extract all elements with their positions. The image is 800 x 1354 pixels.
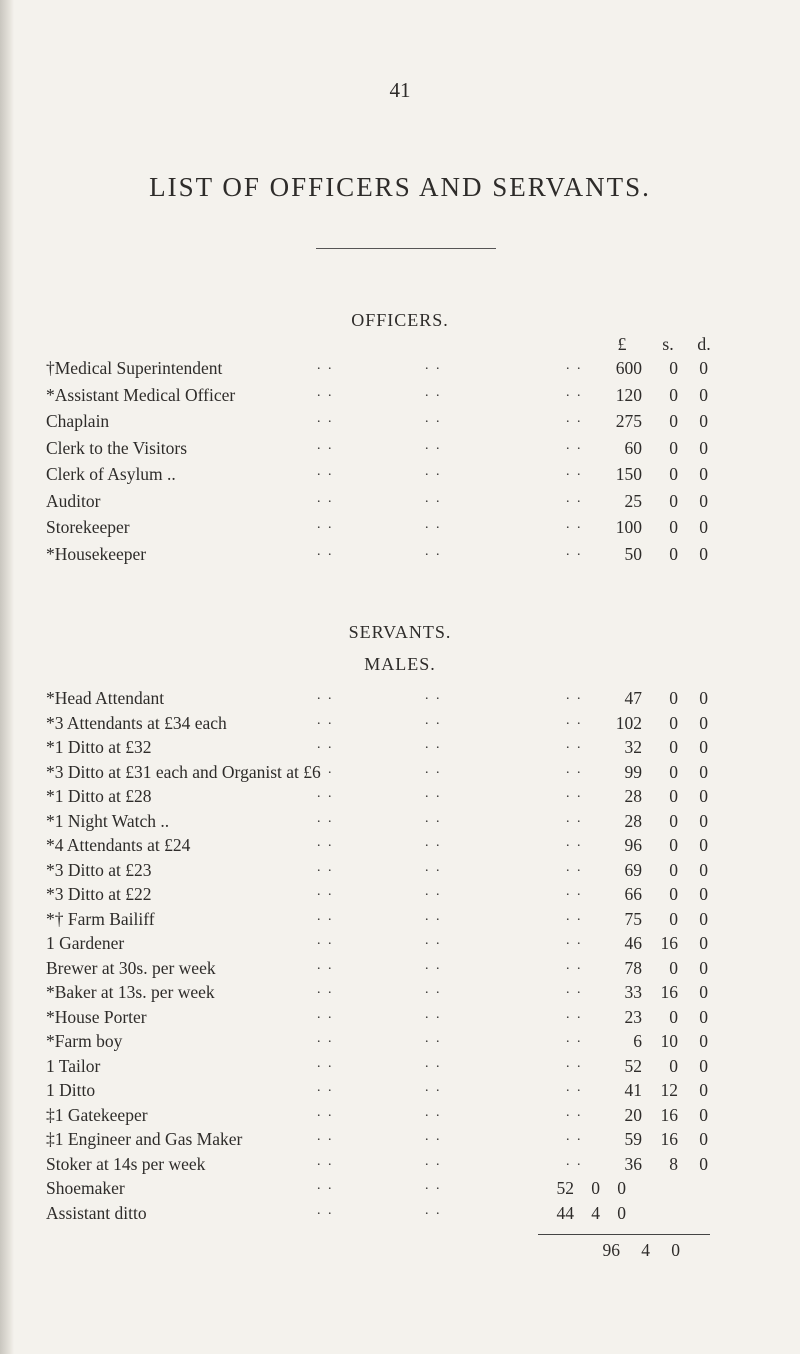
leader-dots: . . (425, 761, 442, 777)
amount-pounds: 28 (624, 810, 642, 831)
table-row (0, 786, 800, 810)
leader-dots: . . (425, 1202, 442, 1218)
amount-pounds: 33 (624, 982, 642, 1002)
leader-dots: . . (317, 908, 334, 924)
table-row (0, 1007, 800, 1031)
inner-amount-shillings: 0 (591, 1178, 600, 1198)
amount-shillings: 0 (669, 411, 678, 431)
amount-pence: 0 (699, 859, 708, 880)
row-label: *House Porter (46, 1006, 147, 1027)
row-label: *† Farm Bailiff (46, 908, 155, 929)
row-label: Storekeeper (46, 517, 130, 537)
amount-shillings: 0 (669, 859, 678, 880)
row-label: Auditor (46, 490, 101, 511)
leader-dots: . . (566, 835, 583, 850)
amount-shillings: 0 (669, 543, 678, 564)
leader-dots: . . (425, 1055, 442, 1071)
amount-pence: 0 (699, 1006, 708, 1027)
row-label: *Head Attendant (46, 688, 165, 708)
amount-shillings: 8 (669, 1153, 678, 1174)
leader-dots: . . (425, 384, 442, 400)
leader-dots: . . (317, 411, 334, 426)
table-row (0, 1031, 800, 1055)
leader-dots: . . (566, 908, 583, 924)
leader-dots: . . (425, 437, 442, 453)
amount-pounds: 23 (624, 1006, 642, 1027)
table-row (0, 737, 800, 761)
leader-dots: . . (317, 810, 334, 826)
row-label: Clerk of Asylum .. (46, 464, 176, 484)
leader-dots: . . (425, 1153, 442, 1169)
leader-dots: . . (425, 712, 442, 728)
table-row (0, 688, 800, 712)
servants-heading: SERVANTS. (348, 622, 452, 642)
amount-pence: 0 (699, 517, 708, 537)
amount-pounds: 75 (624, 908, 642, 929)
table-row (0, 982, 800, 1006)
table-row (0, 1178, 800, 1202)
leader-dots: . . (566, 543, 583, 559)
inner-amount-shillings: 4 (591, 1202, 600, 1223)
leader-dots: . . (566, 982, 583, 997)
row-label: *1 Night Watch .. (46, 810, 170, 831)
leader-dots: . . (317, 982, 334, 997)
table-row (0, 1154, 800, 1178)
leader-dots: . . (425, 737, 442, 752)
table-row (0, 438, 800, 462)
leader-dots: . . (317, 884, 334, 899)
amount-shillings: 16 (660, 982, 678, 1002)
amount-shillings: 16 (660, 1104, 678, 1125)
leader-dots: . . (317, 957, 334, 973)
title-divider (316, 248, 496, 249)
table-row (0, 811, 800, 835)
table-row (0, 884, 800, 908)
amount-pounds: 41 (624, 1080, 642, 1100)
row-label: *1 Ditto at £28 (46, 786, 152, 806)
amount-pence: 0 (699, 786, 708, 806)
amount-pounds: 100 (615, 517, 642, 537)
row-label: *1 Ditto at £32 (46, 737, 152, 757)
amount-pounds: 6 (633, 1031, 642, 1051)
leader-dots: . . (425, 982, 442, 997)
amount-shillings: 0 (669, 835, 678, 855)
amount-pence: 0 (699, 358, 708, 378)
amount-shillings: 0 (669, 1055, 678, 1076)
amount-shillings: 0 (669, 761, 678, 782)
leader-dots: . . (317, 1031, 334, 1046)
row-label: *3 Ditto at £23 (46, 859, 152, 880)
leader-dots: . . (566, 1080, 583, 1095)
table-row (0, 860, 800, 884)
leader-dots: . . (566, 490, 583, 506)
leader-dots: . . (317, 358, 334, 373)
row-label: ‡1 Gatekeeper (46, 1104, 148, 1125)
leader-dots: . . (566, 1129, 583, 1144)
leader-dots: . . (317, 1178, 334, 1193)
inner-amount-pence: 0 (617, 1202, 626, 1223)
amount-pence: 0 (699, 490, 708, 511)
amount-pounds: 46 (624, 933, 642, 953)
leader-dots: . . (566, 1055, 583, 1071)
leader-dots: . . (317, 1055, 334, 1071)
leader-dots: . . (425, 1129, 442, 1144)
row-label: Clerk to the Visitors (46, 437, 188, 458)
leader-dots: . . (566, 1031, 583, 1046)
subtotal-shillings: 4 (641, 1240, 650, 1260)
leader-dots: . . (566, 517, 583, 532)
subtotal-row (0, 1240, 800, 1264)
amount-pence: 0 (699, 737, 708, 757)
males-heading: MALES. (364, 654, 436, 674)
row-label: *Baker at 13s. per week (46, 982, 215, 1002)
row-label: 1 Gardener (46, 933, 125, 953)
row-label: *3 Attendants at £34 each (46, 712, 227, 733)
subtotal-pounds: 96 (602, 1240, 620, 1260)
amount-shillings: 0 (669, 384, 678, 405)
table-row (0, 933, 800, 957)
row-label: ‡1 Engineer and Gas Maker (46, 1129, 243, 1149)
amount-pounds: 20 (624, 1104, 642, 1125)
leader-dots: . . (566, 933, 583, 948)
leader-dots: . . (566, 411, 583, 426)
amount-shillings: 16 (660, 1129, 678, 1149)
amount-shillings: 10 (660, 1031, 678, 1051)
amount-pounds: 52 (624, 1055, 642, 1076)
table-row (0, 491, 800, 515)
leader-dots: . . (317, 1006, 334, 1022)
table-row (0, 1105, 800, 1129)
leader-dots: . . (425, 464, 442, 479)
table-row (0, 411, 800, 435)
inner-amount-pounds: 52 (556, 1178, 574, 1198)
leader-dots: . . (425, 1104, 442, 1120)
leader-dots: . . (317, 859, 334, 875)
amount-pounds: 28 (624, 786, 642, 806)
row-label: Brewer at 30s. per week (46, 957, 216, 978)
page-number: 41 (389, 78, 411, 102)
amount-pence: 0 (699, 908, 708, 929)
leader-dots: . . (425, 688, 442, 703)
amount-pence: 0 (699, 982, 708, 1002)
amount-shillings: 0 (669, 786, 678, 806)
amount-shillings: 0 (669, 688, 678, 708)
subtotal-pence: 0 (671, 1240, 680, 1260)
leader-dots: . . (566, 1006, 583, 1022)
leader-dots: . . (317, 933, 334, 948)
leader-dots: . . (317, 761, 334, 777)
leader-dots: . . (425, 358, 442, 373)
amount-shillings: 0 (669, 517, 678, 537)
amount-pounds: 32 (624, 737, 642, 757)
leader-dots: . . (425, 810, 442, 826)
amount-pence: 0 (699, 1104, 708, 1125)
amount-shillings: 16 (660, 933, 678, 953)
table-row (0, 713, 800, 737)
amount-pounds: 96 (624, 835, 642, 855)
table-row (0, 958, 800, 982)
leader-dots: . . (566, 464, 583, 479)
row-label: Stoker at 14s per week (46, 1153, 206, 1174)
amount-pence: 0 (699, 835, 708, 855)
amount-pounds: 66 (624, 884, 642, 904)
leader-dots: . . (317, 835, 334, 850)
table-row (0, 1080, 800, 1104)
amount-pounds: 600 (615, 358, 642, 378)
table-row (0, 1129, 800, 1153)
leader-dots: . . (566, 810, 583, 826)
amount-shillings: 0 (669, 464, 678, 484)
amount-pence: 0 (699, 1129, 708, 1149)
leader-dots: . . (425, 517, 442, 532)
leader-dots: . . (425, 490, 442, 506)
inner-amount-pounds: 44 (556, 1202, 574, 1223)
leader-dots: . . (317, 437, 334, 453)
amount-shillings: 0 (669, 908, 678, 929)
amount-pence: 0 (699, 688, 708, 708)
leader-dots: . . (566, 437, 583, 453)
row-label: †Medical Superintendent (46, 358, 223, 378)
page-title: LIST OF OFFICERS AND SERVANTS. (149, 172, 651, 202)
shillings-header: s. (662, 334, 674, 354)
amount-pence: 0 (699, 933, 708, 953)
amount-pounds: 99 (624, 761, 642, 782)
table-row (0, 544, 800, 568)
leader-dots: . . (317, 786, 334, 801)
leader-dots: . . (317, 464, 334, 479)
amount-pounds: 102 (615, 712, 642, 733)
amount-pence: 0 (699, 810, 708, 831)
table-row (0, 464, 800, 488)
row-label: Shoemaker (46, 1178, 125, 1198)
amount-pounds: 275 (615, 411, 642, 431)
leader-dots: . . (566, 737, 583, 752)
amount-shillings: 0 (669, 1006, 678, 1027)
leader-dots: . . (317, 1153, 334, 1169)
amount-pounds: 60 (624, 437, 642, 458)
amount-pence: 0 (699, 543, 708, 564)
leader-dots: . . (425, 859, 442, 875)
amount-pence: 0 (699, 712, 708, 733)
amount-pence: 0 (699, 464, 708, 484)
amount-pence: 0 (699, 411, 708, 431)
amount-pence: 0 (699, 437, 708, 458)
leader-dots: . . (566, 688, 583, 703)
leader-dots: . . (317, 712, 334, 728)
leader-dots: . . (317, 384, 334, 400)
table-row (0, 1203, 800, 1227)
amount-shillings: 0 (669, 712, 678, 733)
subtotal-rule (538, 1234, 710, 1235)
row-label: *3 Ditto at £31 each and Organist at £6 (46, 761, 321, 782)
row-label: Assistant ditto (46, 1202, 147, 1223)
leader-dots: . . (566, 1153, 583, 1169)
leader-dots: . . (566, 712, 583, 728)
leader-dots: . . (317, 490, 334, 506)
amount-pence: 0 (699, 761, 708, 782)
row-label: *Housekeeper (46, 543, 147, 564)
amount-pence: 0 (699, 884, 708, 904)
leader-dots: . . (317, 1104, 334, 1120)
amount-pounds: 78 (624, 957, 642, 978)
amount-shillings: 0 (669, 437, 678, 458)
amount-pounds: 47 (624, 688, 642, 708)
amount-pence: 0 (699, 384, 708, 405)
pounds-header: £ (617, 334, 627, 354)
leader-dots: . . (317, 1202, 334, 1218)
leader-dots: . . (425, 835, 442, 850)
leader-dots: . . (566, 761, 583, 777)
leader-dots: . . (566, 957, 583, 973)
leader-dots: . . (425, 1080, 442, 1095)
table-row (0, 1056, 800, 1080)
table-row (0, 517, 800, 541)
leader-dots: . . (425, 1031, 442, 1046)
leader-dots: . . (317, 737, 334, 752)
row-label: Chaplain (46, 411, 110, 431)
amount-pence: 0 (699, 1080, 708, 1100)
table-row (0, 358, 800, 382)
amount-pence: 0 (699, 1055, 708, 1076)
pence-header: d. (697, 334, 711, 354)
table-row (0, 835, 800, 859)
amount-pounds: 120 (615, 384, 642, 405)
leader-dots: . . (425, 957, 442, 973)
leader-dots: . . (425, 933, 442, 948)
row-label: *4 Attendants at £24 (46, 835, 191, 855)
leader-dots: . . (425, 411, 442, 426)
amount-shillings: 0 (669, 810, 678, 831)
leader-dots: . . (317, 543, 334, 559)
leader-dots: . . (317, 688, 334, 703)
leader-dots: . . (425, 908, 442, 924)
amount-pence: 0 (699, 1153, 708, 1174)
currency-column-headers (0, 334, 800, 356)
leader-dots: . . (425, 543, 442, 559)
table-row (0, 762, 800, 786)
amount-pounds: 50 (624, 543, 642, 564)
leader-dots: . . (425, 1178, 442, 1193)
leader-dots: . . (566, 358, 583, 373)
officers-heading: OFFICERS. (351, 310, 449, 330)
leader-dots: . . (425, 884, 442, 899)
amount-shillings: 12 (660, 1080, 678, 1100)
amount-shillings: 0 (669, 737, 678, 757)
row-label: *3 Ditto at £22 (46, 884, 152, 904)
row-label: 1 Ditto (46, 1080, 96, 1100)
leader-dots: . . (425, 786, 442, 801)
amount-shillings: 0 (669, 957, 678, 978)
amount-shillings: 0 (669, 884, 678, 904)
amount-shillings: 0 (669, 358, 678, 378)
amount-pounds: 69 (624, 859, 642, 880)
leader-dots: . . (566, 786, 583, 801)
leader-dots: . . (566, 1104, 583, 1120)
amount-shillings: 0 (669, 490, 678, 511)
amount-pounds: 25 (624, 490, 642, 511)
leader-dots: . . (566, 884, 583, 899)
leader-dots: . . (317, 517, 334, 532)
row-label: *Assistant Medical Officer (46, 384, 236, 405)
table-row (0, 385, 800, 409)
amount-pounds: 150 (615, 464, 642, 484)
leader-dots: . . (317, 1080, 334, 1095)
leader-dots: . . (566, 859, 583, 875)
amount-pounds: 59 (624, 1129, 642, 1149)
amount-pence: 0 (699, 1031, 708, 1051)
inner-amount-pence: 0 (617, 1178, 626, 1198)
amount-pounds: 36 (624, 1153, 642, 1174)
amount-pence: 0 (699, 957, 708, 978)
row-label: 1 Tailor (46, 1055, 101, 1076)
leader-dots: . . (317, 1129, 334, 1144)
leader-dots: . . (566, 384, 583, 400)
table-row (0, 909, 800, 933)
row-label: *Farm boy (46, 1031, 123, 1051)
leader-dots: . . (425, 1006, 442, 1022)
